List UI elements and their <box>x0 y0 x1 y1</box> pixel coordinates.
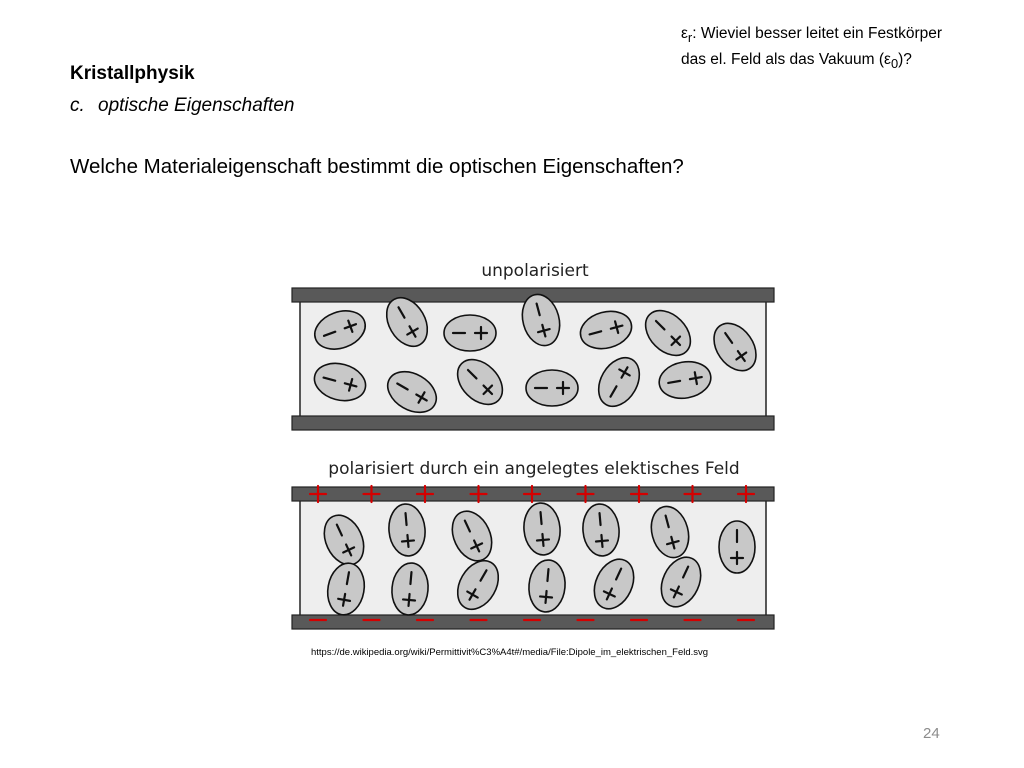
unpolarized-label: unpolarisiert <box>481 261 589 281</box>
unpolarized-bottom-plate <box>292 416 774 430</box>
page-number: 24 <box>923 725 940 742</box>
subtitle-text: optische Eigenschaften <box>98 95 295 116</box>
dipole-molecule <box>526 370 578 406</box>
permittivity-note <box>681 23 1011 75</box>
dipole-molecule <box>444 315 496 351</box>
unpolarized-panel <box>292 288 774 430</box>
source-link[interactable]: https://de.wikipedia.org/wiki/Permittivit%C3%A4t#/media/File:Dipole_im_elektrischen_Feld.svg <box>311 647 709 658</box>
polarized-label: polarisiert durch ein angelegtes elektisches Feld <box>328 459 740 479</box>
polarized-panel <box>292 486 774 629</box>
note-line-1: $\varepsilon_r$: Wieviel besser leitet ein Festkörper <box>681 25 943 46</box>
question-text: Welche Materialeigenschaft bestimmt die optischen Eigenschaften? <box>70 155 684 178</box>
polarized-bottom-plate <box>292 615 774 629</box>
dipole-figure <box>280 250 790 645</box>
dipole-diagram <box>280 250 790 640</box>
dipole-molecule <box>719 521 755 573</box>
slide-title: Kristallphysik <box>70 63 195 84</box>
epsilon-r-symbol: ε <box>681 25 688 42</box>
note-line-2: das el. Feld als das Vakuum $(\varepsilon_0)$? <box>681 51 912 72</box>
slide-subtitle <box>70 95 294 117</box>
epsilon-0-symbol: ε <box>884 51 891 69</box>
subtitle-label: c. <box>70 95 85 116</box>
